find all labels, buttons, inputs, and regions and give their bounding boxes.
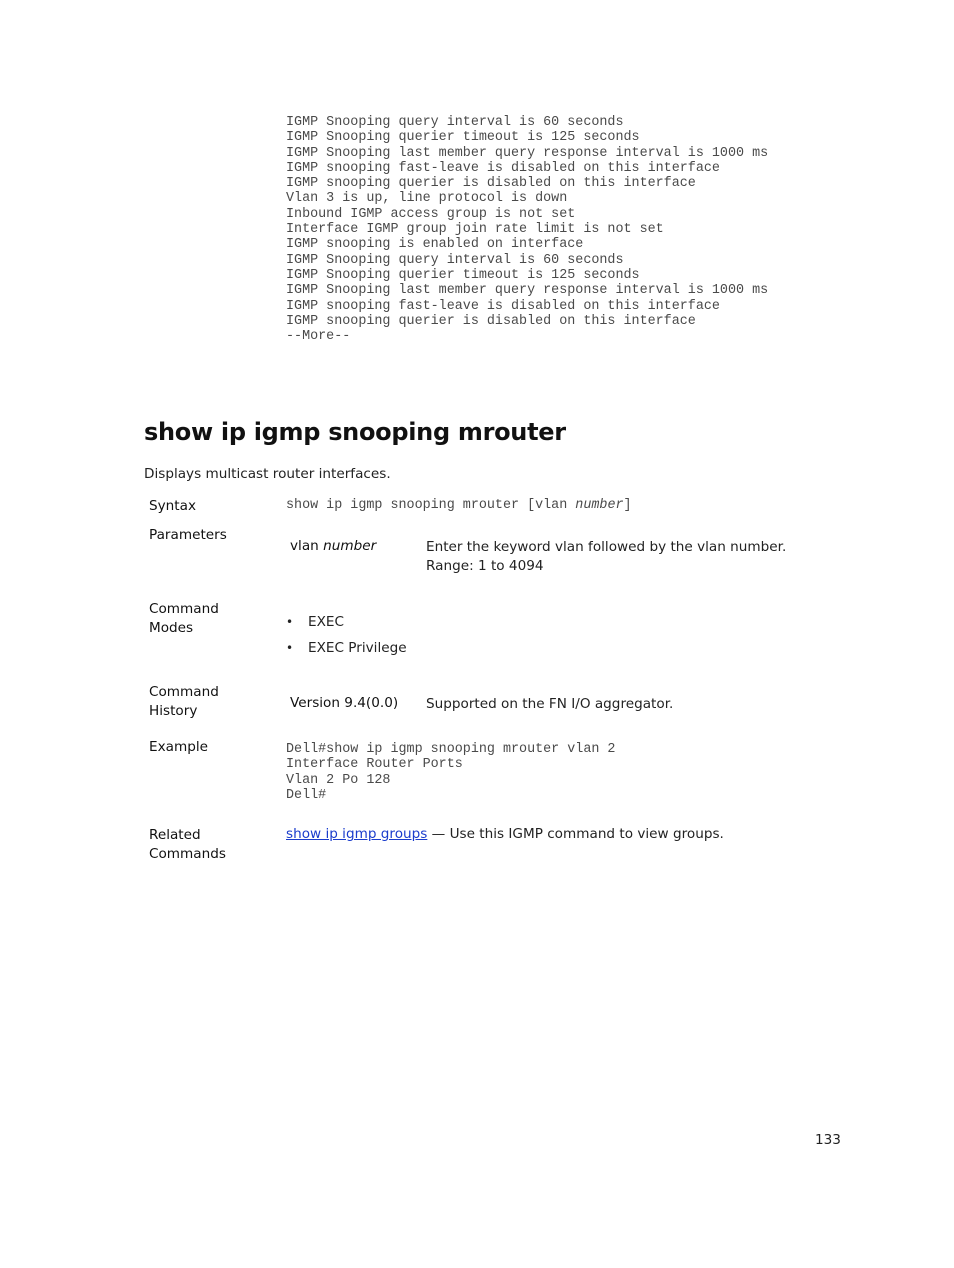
command-history-label-line2: History (149, 703, 198, 719)
parameter-name (290, 538, 376, 554)
section-description: Displays multicast router interfaces. (144, 466, 391, 482)
parameter-description: Enter the keyword vlan followed by the vlan number. Range: 1 to 4094 (426, 539, 787, 574)
related-command-link[interactable]: show ip igmp groups (286, 826, 428, 842)
related-commands (286, 825, 724, 844)
example-label: Example (149, 739, 208, 755)
command-history-label-line1: Command (149, 684, 219, 700)
code-line: Vlan 3 is up, line protocol is down (286, 191, 568, 207)
code-line: IGMP Snooping last member query response interval is 1000 ms (286, 145, 769, 161)
history-description: Supported on the FN I/O aggregator. (426, 696, 674, 712)
code-line: IGMP snooping querier is disabled on this interface (286, 176, 696, 192)
command-modes-label-line1: Command (149, 601, 219, 617)
related-commands-label-line2: Commands (149, 846, 226, 862)
code-line: IGMP snooping fast-leave is disabled on this interface (286, 298, 720, 314)
parameter-keyword: vlan (290, 538, 319, 554)
code-line: IGMP snooping fast-leave is disabled on this interface (286, 160, 720, 176)
code-line: Dell# (286, 787, 327, 803)
code-line: IGMP Snooping querier timeout is 125 seconds (286, 130, 640, 146)
bullet-icon: • (286, 641, 294, 655)
code-line: IGMP Snooping last member query response interval is 1000 ms (286, 283, 769, 299)
syntax-code-prefix: show ip igmp snooping mrouter [vlan (286, 498, 576, 513)
command-modes-label-line2: Modes (149, 620, 194, 636)
syntax-code-param: number (575, 498, 624, 513)
code-output-block (286, 115, 768, 344)
parameter-variable: number (323, 538, 377, 554)
code-line: Dell#show ip igmp snooping mrouter vlan 2 (286, 742, 616, 757)
command-history-label (149, 683, 219, 721)
command-modes-label (149, 600, 219, 638)
code-line: Vlan 2 Po 128 (286, 772, 391, 788)
page-number: 133 (815, 1132, 841, 1148)
command-mode-text: EXEC Privilege (308, 640, 407, 656)
code-line: IGMP Snooping querier timeout is 125 seconds (286, 267, 640, 283)
syntax-label: Syntax (149, 498, 196, 514)
section-title: show ip igmp snooping mrouter (144, 418, 566, 446)
code-line: Interface Router Ports (286, 757, 463, 773)
bullet-icon: • (286, 615, 294, 629)
parameters-label: Parameters (149, 527, 227, 543)
history-version: Version 9.4(0.0) (290, 695, 399, 711)
code-line: --More-- (286, 329, 351, 345)
related-command-text: — Use this IGMP command to view groups. (427, 826, 724, 842)
command-modes-list (286, 613, 407, 665)
related-commands-label-line1: Related (149, 827, 201, 843)
related-commands-label (149, 826, 226, 864)
list-item (286, 613, 407, 639)
code-line: Interface IGMP group join rate limit is not set (286, 222, 664, 238)
code-line: IGMP Snooping query interval is 60 seconds (286, 252, 624, 268)
list-item (286, 639, 407, 665)
syntax-code (286, 498, 632, 513)
code-line: IGMP snooping querier is disabled on this interface (286, 313, 696, 329)
code-line: IGMP Snooping query interval is 60 seconds (286, 115, 624, 130)
code-line: Inbound IGMP access group is not set (286, 206, 576, 222)
command-mode-text: EXEC (308, 614, 344, 630)
code-line: IGMP snooping is enabled on interface (286, 237, 584, 253)
example-code-block (286, 742, 615, 803)
syntax-code-suffix: ] (623, 498, 632, 513)
